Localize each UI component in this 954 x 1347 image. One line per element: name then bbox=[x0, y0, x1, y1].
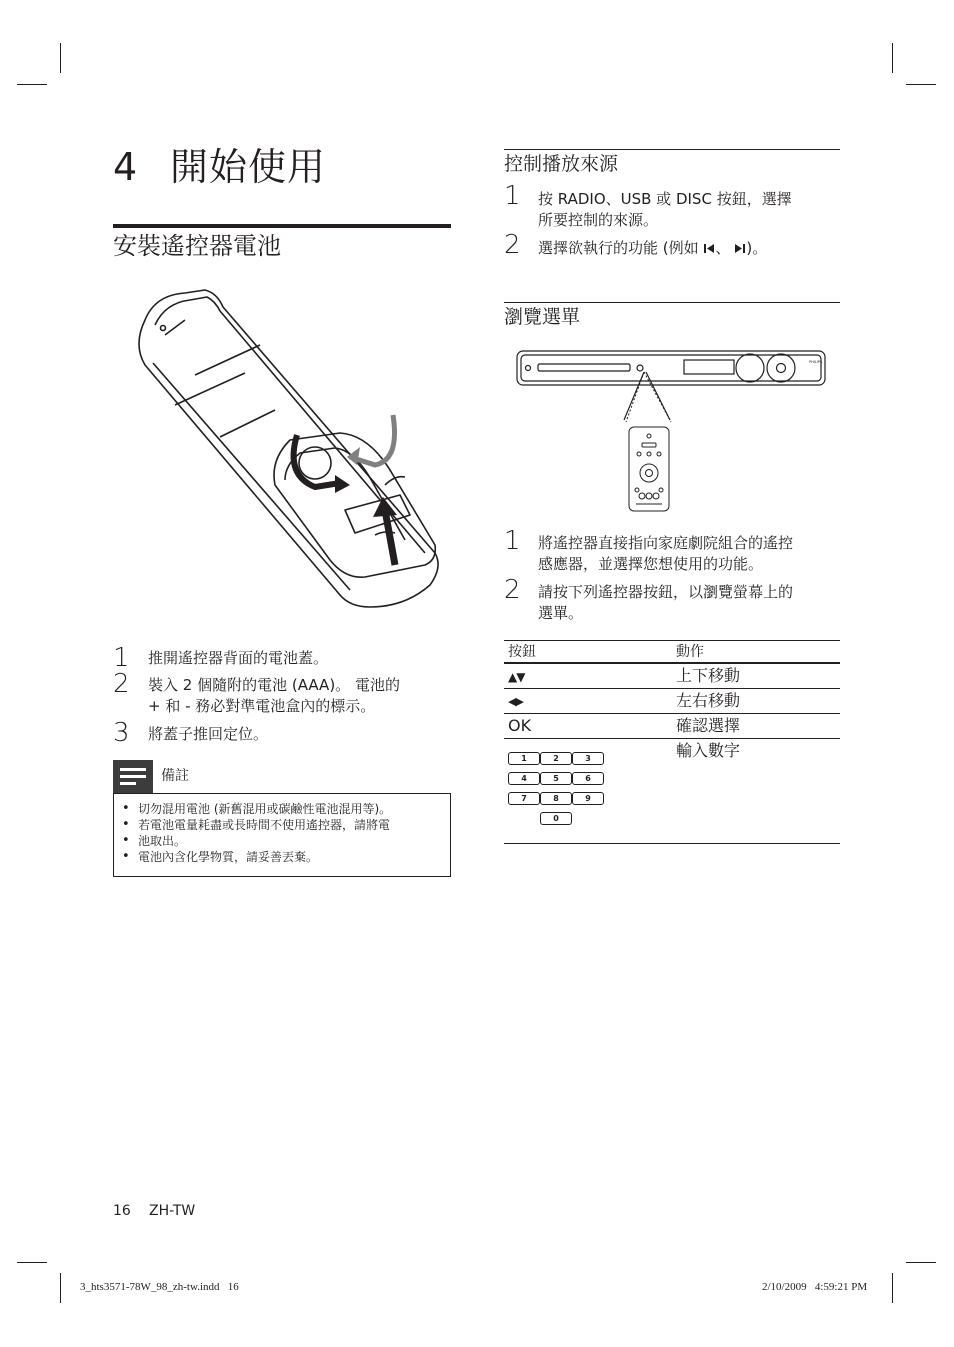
note-icon bbox=[113, 760, 153, 793]
language-code: ZH-TW bbox=[149, 1203, 196, 1219]
step-number: 2 bbox=[504, 575, 521, 605]
remote-battery-illustration bbox=[125, 285, 445, 615]
crop-mark bbox=[906, 1262, 936, 1263]
step-text-part: )。 bbox=[746, 239, 768, 257]
step-text: 按 RADIO、USB 或 DISC 按鈕，選擇 bbox=[538, 190, 792, 208]
table-header-action: 動作 bbox=[676, 644, 704, 660]
device-brand-label: PHILIPS bbox=[809, 360, 823, 364]
crop-mark bbox=[60, 43, 61, 73]
step-text-part: 選擇欲執行的功能 (例如 bbox=[538, 239, 704, 257]
step-text: 感應器，並選擇您想使用的功能。 bbox=[538, 555, 764, 573]
prev-track-icon bbox=[703, 243, 715, 254]
table-row bbox=[504, 664, 840, 689]
step-text: 選單。 bbox=[538, 604, 584, 622]
step-text: 請按下列遙控器按鈕，以瀏覽螢幕上的 bbox=[538, 583, 794, 601]
keypad-key: 6 bbox=[572, 772, 604, 785]
table-cell-button: ◀▶ bbox=[508, 695, 523, 708]
keypad-key: 1 bbox=[508, 752, 540, 765]
step-number: 1 bbox=[504, 181, 521, 211]
table-cell-button: OK bbox=[508, 716, 532, 735]
keypad-key: 2 bbox=[540, 752, 572, 765]
table-row bbox=[504, 739, 840, 844]
table-top-rule bbox=[504, 640, 840, 641]
note-item: • 切勿混用電池 (新舊混用或碳鹼性電池混用等)。 bbox=[120, 801, 442, 817]
page-number: 16 bbox=[113, 1203, 131, 1219]
step-text: 裝入 2 個隨附的電池 (AAA)。 電池的 bbox=[148, 676, 400, 694]
note-item: • 若電池電量耗盡或長時間不使用遙控器，請將電 bbox=[120, 817, 442, 833]
crop-mark bbox=[17, 84, 47, 85]
table-cell-action: 輸入數字 bbox=[676, 741, 741, 760]
chapter-number: 4 bbox=[113, 145, 138, 189]
keypad-key: 4 bbox=[508, 772, 540, 785]
step-text: 將遙控器直接指向家庭劇院組合的遙控 bbox=[538, 534, 794, 552]
note-item: • 電池內含化學物質，請妥善丟棄。 bbox=[120, 849, 442, 865]
step-text: + 和 - 務必對準電池盒內的標示。 bbox=[148, 697, 376, 715]
file-slug: 3_hts3571-78W_98_zh-tw.indd 16 bbox=[80, 1281, 239, 1293]
table-row bbox=[504, 714, 840, 739]
table-cell-action: 上下移動 bbox=[676, 666, 741, 685]
step-number: 2 bbox=[113, 669, 130, 699]
crop-mark bbox=[906, 84, 936, 85]
step-number: 1 bbox=[113, 643, 130, 673]
step-text: 所要控制的來源。 bbox=[538, 211, 659, 229]
step-text-part: 、 bbox=[715, 239, 731, 257]
crop-mark bbox=[892, 43, 893, 73]
subsection-title: 控制播放來源 bbox=[504, 153, 619, 175]
subsection-title: 瀏覽選單 bbox=[504, 306, 581, 328]
step-text: 將蓋子推回定位。 bbox=[148, 725, 269, 743]
chapter-title: 開始使用 bbox=[170, 145, 327, 189]
table-header-button: 按鈕 bbox=[508, 644, 536, 660]
keypad-key: 5 bbox=[540, 772, 572, 785]
crop-mark bbox=[60, 1273, 61, 1303]
crop-mark bbox=[892, 1273, 893, 1303]
next-track-icon bbox=[734, 243, 746, 254]
table-cell-action: 確認選擇 bbox=[676, 716, 741, 735]
step-number: 1 bbox=[504, 526, 521, 556]
step-text bbox=[538, 238, 767, 259]
table-row bbox=[504, 689, 840, 714]
note-list bbox=[120, 801, 442, 865]
table-cell-button: ▲▼ bbox=[508, 670, 525, 684]
keypad-key: 0 bbox=[540, 812, 572, 825]
note-label: 備註 bbox=[161, 768, 189, 784]
keypad-key: 9 bbox=[572, 792, 604, 805]
section-title: 安裝遙控器電池 bbox=[113, 232, 281, 260]
note-item-continuation: • 池取出。 bbox=[120, 833, 442, 849]
number-keypad-icon bbox=[508, 752, 608, 832]
step-number: 2 bbox=[504, 230, 521, 260]
step-text: 推開遙控器背面的電池蓋。 bbox=[148, 649, 329, 667]
crop-mark bbox=[17, 1262, 47, 1263]
keypad-key: 7 bbox=[508, 792, 540, 805]
keypad-key: 8 bbox=[540, 792, 572, 805]
step-number: 3 bbox=[113, 718, 130, 748]
home-theater-device-illustration bbox=[514, 348, 830, 512]
keypad-key: 3 bbox=[572, 752, 604, 765]
print-timestamp: 2/10/2009 4:59:21 PM bbox=[762, 1281, 868, 1293]
table-cell-action: 左右移動 bbox=[676, 691, 741, 710]
